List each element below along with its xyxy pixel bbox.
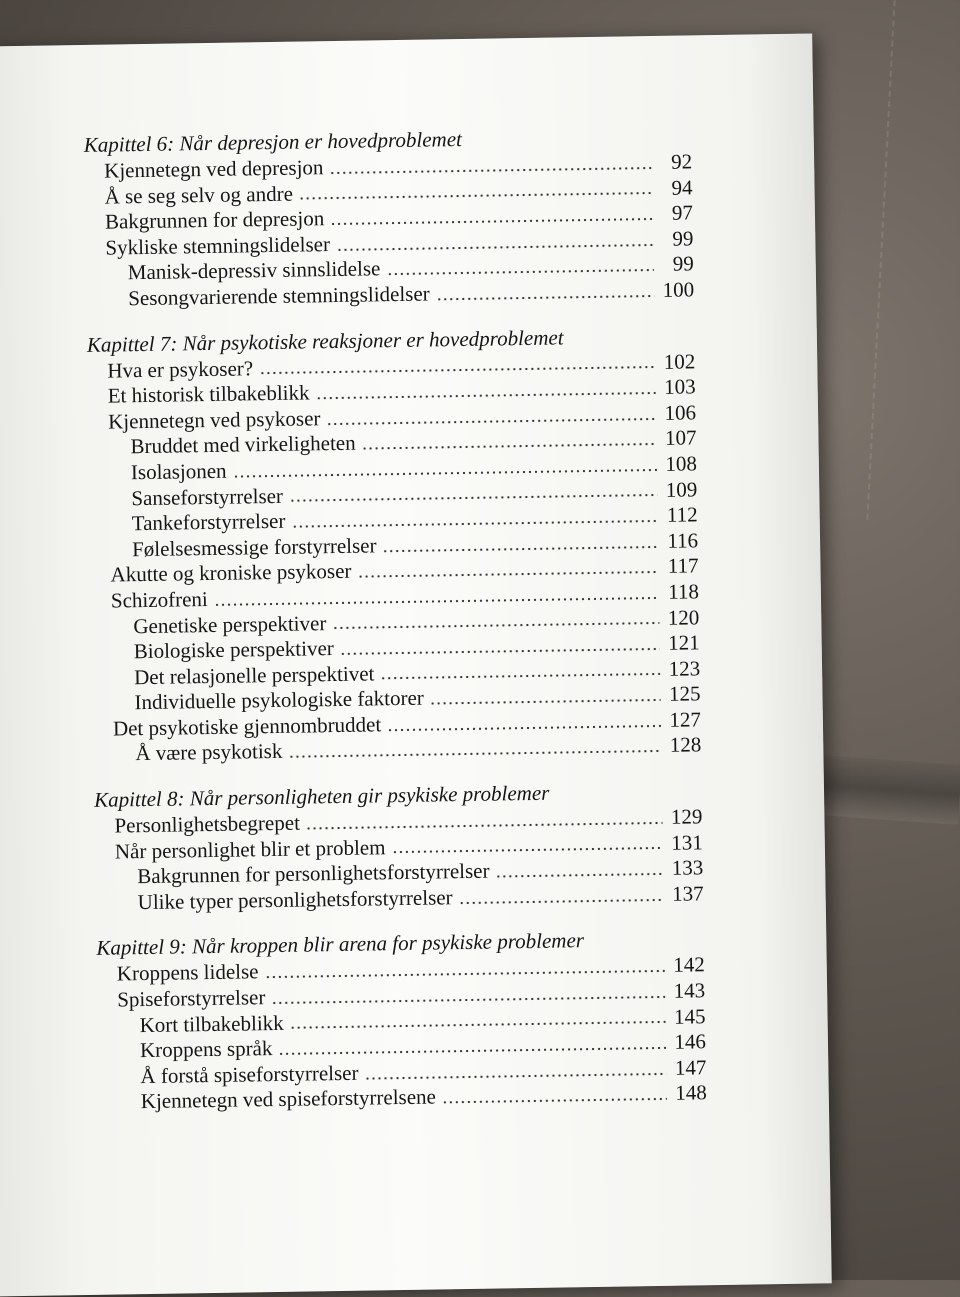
toc-entry-title: Isolasjonen (130, 458, 227, 485)
cushion-stitching (866, 0, 897, 519)
dot-leader (265, 969, 665, 979)
toc-entry-title: Sesongvarierende stemningslidelser (128, 281, 430, 311)
dot-leader (362, 442, 657, 451)
chapter-section (94, 778, 704, 916)
toc-entry-title: Å forstå spiseforstyrrelser (140, 1060, 359, 1088)
toc-page-number: 146 (674, 1029, 707, 1054)
dot-leader (387, 724, 661, 732)
toc-page-number: 118 (667, 579, 700, 604)
toc-entry-title: Følelsesmessige forstyrrelser (131, 533, 377, 561)
dot-leader (459, 898, 664, 905)
toc-page-number: 137 (671, 881, 704, 906)
toc-entry-title: Bakgrunnen for personlighetsforstyrrelser (137, 858, 490, 889)
dot-leader (233, 468, 657, 479)
chapter-title: Kapittel 9: Når kroppen blir arena for psykiske problemer (96, 928, 585, 961)
toc-entry-title: Et historisk tilbakeblikk (107, 380, 310, 408)
toc-page-number: 109 (665, 476, 698, 502)
toc-entry-title: Personlighetsbegrepet (114, 810, 301, 838)
table-of-contents (84, 123, 708, 1135)
toc-entry-title: Når personlighet blir et problem (114, 834, 386, 864)
dot-leader (278, 1046, 666, 1056)
dot-leader (340, 647, 660, 656)
toc-page-number: 128 (669, 732, 702, 758)
toc-page-number: 103 (663, 374, 696, 399)
chapter-title: Kapittel 7: Når psykotiske reaksjoner er hovedproblemet (86, 324, 564, 357)
toc-entry-title: Kjennetegn ved depresjon (104, 155, 324, 183)
toc-entry-title: Akutte og kroniske psykoser (110, 559, 352, 587)
toc-page-number: 148 (675, 1080, 707, 1106)
dot-leader (365, 1071, 667, 1080)
toc-page-number: 142 (673, 952, 705, 978)
dot-leader (316, 391, 656, 400)
toc-entry-title: Å være psykotisk (135, 739, 283, 766)
dot-leader (383, 544, 659, 552)
toc-page-number: 108 (665, 451, 698, 476)
cushion-fold (818, 755, 960, 825)
toc-entry-title: Det relasjonelle perspektivet (133, 661, 375, 689)
toc-page-number: 106 (664, 400, 697, 425)
dot-leader (299, 191, 653, 201)
toc-entry-title: Kort tilbakeblikk (139, 1010, 284, 1037)
toc-page-number: 147 (674, 1055, 707, 1080)
dot-leader (290, 1020, 666, 1030)
dot-leader (380, 672, 660, 680)
toc-entry-title: Sykliske stemningslidelser (105, 231, 331, 260)
toc-page-number: 129 (670, 804, 703, 829)
dot-leader (259, 365, 655, 375)
dot-leader (306, 821, 663, 831)
toc-entry-title: Schizofreni (110, 586, 208, 613)
dot-leader (214, 596, 659, 607)
toc-page-number: 102 (663, 348, 696, 374)
toc-entry-title: Kjennetegn ved psykoser (107, 405, 321, 434)
toc-page-number: 133 (671, 855, 704, 881)
toc-page-number: 125 (668, 681, 701, 707)
toc-page-number: 94 (671, 174, 693, 200)
toc-page-number: 127 (669, 707, 702, 732)
toc-page-number: 120 (667, 604, 700, 630)
toc-page-number: 117 (667, 553, 699, 579)
toc-entry-title: Å se seg selv og andre (104, 181, 294, 209)
toc-page-number: 116 (667, 528, 699, 553)
toc-page-number: 145 (673, 1003, 706, 1029)
toc-entry-title: Sanseforstyrrelser (131, 483, 284, 510)
toc-page-number: 100 (662, 277, 695, 302)
toc-entry-title: Kroppens språk (139, 1036, 273, 1063)
dot-leader (326, 417, 656, 426)
dot-leader (330, 217, 653, 226)
toc-entry-title: Genetiske perspektiver (133, 610, 327, 638)
toc-entry-title: Bruddet med virkeligheten (130, 431, 356, 459)
dot-leader (436, 294, 655, 301)
toc-page-number: 131 (671, 829, 704, 855)
toc-entry-title: Kroppens lidelse (116, 959, 259, 986)
dot-leader (392, 846, 663, 854)
toc-page-number: 97 (671, 200, 694, 225)
dot-leader (442, 1097, 667, 1105)
toc-entry-title: Individuelle psykologiske faktorer (134, 685, 424, 715)
chapter-title: Kapittel 8: Når personligheten gir psykiske problemer (93, 780, 550, 812)
dot-leader (357, 570, 658, 579)
toc-entry-title: Ulike typer personlighetsforstyrrelser (137, 885, 453, 915)
toc-entry-title: Hva er psykoser? (107, 355, 254, 383)
toc-entry-title: Det psykotiske gjennombruddet (112, 712, 382, 741)
toc-page-number: 107 (664, 425, 697, 451)
toc-entry-title: Spiseforstyrrelser (117, 985, 266, 1012)
toc-page-number: 99 (672, 251, 694, 277)
toc-page-number: 99 (672, 226, 694, 251)
dot-leader (271, 995, 665, 1005)
book-page (0, 33, 832, 1296)
toc-entry-title: Tankeforstyrrelser (131, 508, 286, 536)
dot-leader (291, 519, 657, 529)
dot-leader (329, 166, 652, 175)
dot-leader (386, 268, 653, 276)
dot-leader (496, 872, 664, 879)
chapter-section (96, 927, 707, 1116)
chapter-title: Kapittel 6: Når depresjon er hovedproblemet (83, 126, 463, 157)
toc-entry-title: Manisk-depressiv sinnslidelse (127, 256, 381, 285)
toc-entry-title: Biologiske perspektiver (133, 636, 334, 664)
toc-entry-title: Bakgrunnen for depresjon (104, 206, 325, 234)
dot-leader (336, 243, 653, 252)
toc-page-number: 143 (673, 978, 706, 1003)
chapter-section (87, 323, 702, 768)
chapter-section (84, 123, 695, 312)
toc-page-number: 92 (670, 149, 693, 174)
toc-entry-title: Kjennetegn ved spiseforstyrrelsene (140, 1084, 437, 1114)
toc-page-number: 112 (666, 502, 698, 527)
dot-leader (289, 493, 657, 503)
toc-page-number: 123 (668, 655, 701, 681)
dot-leader (430, 698, 661, 706)
toc-page-number: 121 (667, 630, 700, 655)
dot-leader (288, 749, 661, 759)
dot-leader (332, 621, 659, 630)
